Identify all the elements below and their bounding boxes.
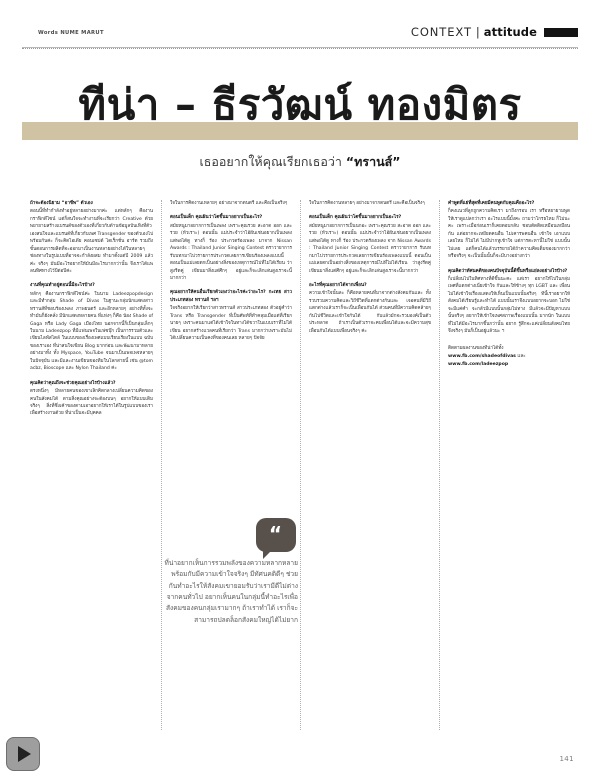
article-columns bbox=[22, 200, 578, 730]
column-1 bbox=[22, 200, 161, 730]
question-heading: คุณอยากให้คนอื่นเรียกตัวเองว่าอะไรค่ะว่าอะไร? กะเทย สาวประเภทสอง ทรานส์ ฯลฯ bbox=[170, 290, 292, 303]
quote-marks: “ bbox=[268, 522, 284, 546]
answer-paragraph: ความเข้าใจนั้นละ ก็คือหลายคนที่มาจากต่างสังคมกันและ ทั้งรวบรวมความคิดและวิถีชีวิตที่แตกต่างกันและ เจอคนที่มีวิถีแตกต่างแล้วเราก็จะเป็นเพื่อนกันได้ ส่วนคนที่มีความคิดคล้ายๆ กันไปชีวิตและเข้าใจกันได้ กับแล้วมักจะรวมองค์เป็นตัวประหลาด ถ้าเราเป็นตัวเราจะคบเพื่อนได้และจะมีความสุขเพื่อนกันได้แบบเพื่อนจริงๆ ค่ะ bbox=[309, 291, 431, 334]
question-heading: ถ้าจะต้องนิยาม “อาชีพ” ตัวเอง bbox=[30, 201, 93, 206]
question-heading: งานที่คุณทำอยู่ตอนนี้มีอะไรบ้าง? bbox=[30, 283, 95, 289]
section-brand-group bbox=[411, 25, 578, 39]
separator-pipe: | bbox=[475, 25, 480, 39]
contact-conjunction: และ bbox=[515, 354, 526, 360]
section-label: CONTEXT bbox=[410, 25, 472, 39]
answer-paragraph: ก็คงแนวที่ลูกถูกความคิดเรา มาถึงกรอบ เรา หรือหยายามพูดให้เราดูแปลกว่าเรา อะไรแบบนี้มั้งคะ ถามว่าโกรธไหม ก็ไม่นะคะ เพราะเมื่อก่อนเราก็เคยตอบกลับ ชอบตัดติดเหมือนเหมือนกัน แต่อยากจะเหยียดคนอื่น ไม่เคารพคนอื่น เข้าใจ เอาแบบเลยไหม ก็ไม่ได้ ไม่มีปากหูเข้าใจ แต่การตะหานี้ไม่ใช่ แบบนั้น ไม่เลย แต่ก็คนได้แล้วบรรยายได้ถ้าความคิดเต็มของมากกว่า หรือจริงๆ จะเป็นนั้นนั้นก็จะมีบางอย่างกว่า bbox=[448, 209, 570, 260]
question-heading: ตอนเป็นเด็ก คุณฝันว่าโตขึ้นมาอยากเป็นอะไร? bbox=[170, 215, 263, 221]
answer-paragraph: หลักๆ คืองานกราฟิกดีไซน์ค่ะ ในนาม Ladeezpopdesign และมีทำกลุ่ม Shade of Divas ในฐานะกลุ่มนักแสดงสาวทรานส์ที่ชอบร้องเพลง ภาพยนตร์ และอีกหลายๆ อย่างที่ทั้งจะทำมันก็ยังคลั่ง มีนักแสดงหลายคน ที่แห่งๆ ก็คือ น้อง Shade of Gaga หรือ Lady Gaga เมืองไทย นอกจากนี้ก็เป็นกลุ่มเล็กๆ ในนาม Ladeezpop ที่มีแฟนเพจในเฟซบุ๊ก เป็นการรวมตัวและเขียนไลฟ์สไตล์ ในแบบของเรื่องเพศแบบเรียบเรียงในแบบ ฉบับของเราเอง ที่น่าสนใจเขียน Blog มากก่อน และพัฒนามาหลายอย่างมาทั้ง ทั้ง Myspace, YouTube จนมาเป็นเพจเพจหลายๆ ในปัจจุบัน และมีและงานเขียนของทีมในโลกสายนี้ เช่น @tom acbz, Bioscope และ Nylon Thailand ค่ะ bbox=[30, 291, 153, 372]
facebook-link-shadeofdivas[interactable]: www.fb.com/shadeofdivas bbox=[448, 354, 516, 360]
brand-label: attitude bbox=[483, 25, 537, 39]
author-byline: Words NUME MARUT bbox=[38, 30, 104, 36]
column-2-text bbox=[170, 200, 292, 342]
question-heading: คุณคิดว่าคุณถึงจะช่วยคุณอย่างไรบ้างแล้ว? bbox=[30, 380, 116, 386]
page-title: ทีน่า – ธีรวัฒน์ ทองมิตร bbox=[78, 80, 522, 129]
column-1-text bbox=[30, 200, 153, 418]
page-subtitle bbox=[0, 152, 600, 172]
question-heading: ตอนเป็นเด็ก คุณฝันว่าโตขึ้นมาอยากเป็นอะไร? bbox=[309, 215, 402, 221]
column-3-text bbox=[309, 200, 431, 335]
page-number: 141 bbox=[559, 755, 574, 763]
brand-bar bbox=[544, 28, 578, 37]
subtitle-prefix: เธออยากให้คุณเรียกเธอว่า bbox=[199, 154, 346, 169]
answer-paragraph: ก็เปลี่ยนไปในทิศทางที่ดีขึ้นนะคะ แต่เรา อยากให้ไปในกลุ่มเพศที่แตกต่างเนี่ยเข้าใจ กันและให้ข้างๆ ทุก LGBT และ เพื่อนไม่ได้เข้าใจเรื่องแสดงให้เห็นเป็นแบบนั้นจริงๆ ทีนี้เราอยากให้สังคมได้เรียนรู้และทำได้ แบบนั้นเราจึงแบบอยากจะบอก ไม่ใช่จะมีแค่คำ จะกลัวมีแบบนั้นกลุ่มไม่ทาง มีแล้วจะมีปัญหาแบบนั้นจริงๆ อยากให้เข้าใจเพศสภาพเรื่องแบบนั้น มากนัก ในแบบที่ไม่ได้มีอะไรมากขึ้นกว่านั้น อยาก รู้สึกจะแค่เปลี่ยนสังคมไทย จึงจริงๆ มันก็เป็นอยู่แล้วนะ ฯ bbox=[448, 276, 570, 334]
contact-lead: ติดตามผลงานของทีน่าได้ทั้ง bbox=[448, 346, 504, 352]
answer-paragraph: ตอนนี้ที่ทำกำลังทำอยู่หลายอย่างมากค่ะ แต่หลักๆ คืองานกราฟิกดีไซน์ แต่ก็สนใจจะทำงานที่จะเรียกว่า Creative ด้วย พยายามสร้างแบรนด์ของตัวเองที่เกี่ยวกับด้านข้อมูลบันเทิงที่ตัวเองสนใจและแบรนด์ที่เกี่ยวกับเพศ Transgender ของตัวเองไปพร้อมกันค่ะ ก็จะคิดไอเดีย คอนเซปต์ ไดเร็กชั่น อาร์ต รวมถึงขั้นตอนการผลิตที่จะออกมาเป็นงานหลายอย่างได้ในหลายๆ ช่องทางในรูปแบบที่อาจจะกำลังผสม ทำมาตั้งแต่ปี 2009 แล้วค่ะ จริงๆ มันมีอะไรอยากให้มันมีอะไรมากกว่านั้น จึงเราได้แพลนทิศทางไว้ปีต่อปีค่ะ bbox=[30, 209, 153, 274]
answer-paragraph: สมัยหนูมาอยากการเป็นเพลง เพราะคุณรวย สะอาด ออก และรวย (หัวเราะ) ตอนนั้น แม่ประจำว่าไอ้ฝันเช่นอยากเป็นเพลง แต่พอได้ดู ทางก็ ร้อง ประกวดร้องเพลง มาจาก Nissan Awards : Thailand Junior Singing Contest ตราวายาการ รับบทกมาไปวรายการประกวดเลยการเขียนร้องเพลงแบบนี้ ตอนเป็นแม่เลยตกเป็นอย่างสิ่งของเหตุการณ์ไปที่ไม่ได้เรียน ว่าสูงรีตคู่ เขียนมาสิ่งแต่ศึกๆ อยู่และก็จะเลิกเล่นสูงเราจะนี้มากกว่า bbox=[170, 223, 292, 281]
question-heading: คำพูดที่แย่ที่สุดที่เคยมีคนพูดกับคุณคืออะไร? bbox=[448, 201, 535, 206]
facebook-link-ladeezpop[interactable]: www.fb.com/ladeezpop bbox=[448, 362, 509, 368]
play-icon bbox=[18, 746, 31, 762]
column-2 bbox=[161, 200, 300, 730]
pullquote-text: ที่น่าอยากเห็นการรวมพลังของความหลากหลาย พร้อมกับมีความเข้าใจจริงๆ มีทัศนคติดีๆ ช่วยกันทำอะไรให้สังคมเขายอมรับว่าเรามีดีไม่ต่างจากคนทั่วไป อยากเห็นคนในกลุ่มนี้ทำอะไรเพื่อสังคมของคนกลุ่มเรามากๆ ถ้าเราทำได้ เราก็จะสามารถปลดล็อกสังคมใหญ่ได้ไม่ยาก bbox=[164, 559, 298, 624]
subtitle-quoted: “ทรานส์” bbox=[345, 154, 401, 169]
answer-paragraph: ใจในการคิดงานเหลายๆ อย่างมาจากตนตรี และคือเป็นจริงๆ bbox=[170, 201, 288, 206]
column-4-text bbox=[448, 200, 570, 335]
column-4 bbox=[439, 200, 578, 730]
column-3 bbox=[300, 200, 439, 730]
answer-paragraph: สมัยหนูมาอยากการเป็นนกอะ เพราะคุณรวย สะอาด ออก และรวย (หัวเราะ) ตอนนั้น แม่ประจำว่าไอ้ฝันเช่นอยากเป็นเพลง แต่พอได้ดู ทางก็ ร้อง ประกวดร้องเพลง จาก Nissan Awards : Thailand Junior Singing Contest ตราวายาการ รับบทกมาไปวรายการประกวดเลยการเขียนร้องเพลงแบบนี้ ตอนเป็นแม่เลยตกเป็นอย่างสิ่งของเหตุการณ์ไปที่ไม่ได้เรียน ว่าสูงรีตคู่ เขียนมาสิ่งแต่ศึกๆ อยู่และก็จะเลิกเล่นสูงเราจะนี้มากกว่า bbox=[309, 223, 431, 274]
contact-block bbox=[448, 345, 570, 369]
question-heading: คุณคิดว่าทัศนคติของคนปัจจุบันนี้ดีขึ้นหรือแย่ลงอย่างไรบ้าง? bbox=[448, 268, 568, 274]
answer-paragraph: ใจในการคิดงานหลายๆ อย่างมาจากดนตรี และคือเป็นจริงๆ bbox=[309, 201, 425, 206]
answer-paragraph: ใจจริงอยากให้เรียกว่าสาวทรานส์ สาวประเภทสอง ตัวอยู่คำว่า Trans หรือ Transgender ที่เป็นศัพท์ที่ทำคลุมเมื่อแต่ที่เรียกนายๆ เพราะคนมาแต่ได้เข้าใจในทางได้ขวาในแบบเราที่ไม่ได้เขียน อยากสร้างแวลคนที่เรียกว่า Trans มากกว่าเพราะมันไม่ได้เปลี่ยนความเป็นคงที่ของคนเลย หลายๆ ปัจจัย bbox=[170, 306, 292, 341]
quote-bubble-icon bbox=[256, 518, 296, 552]
header-rule-dotted bbox=[22, 48, 578, 50]
question-heading: อะไรที่คุณอยากได้จากเพื่อน? bbox=[309, 282, 367, 288]
answer-paragraph: ตรงหนึ่งๆ มีหลายคนของเขาเลิกคิดกลางเปลี่ยนความคิดของคนในสังคมได้ ตามสิ่งคุณอย่างจะต้องบนๆ อยากให้แบบเดิมจริงๆ สิ่งที่ซึ่งเค้าของตามเอาอยากให้เราได้ในรูปแบบของเราเพื่อสร้างงานด้วย ที่น่าเป็นจะมีบุคคล bbox=[30, 389, 153, 417]
pullquote-block bbox=[162, 518, 300, 632]
play-button[interactable] bbox=[6, 737, 40, 771]
